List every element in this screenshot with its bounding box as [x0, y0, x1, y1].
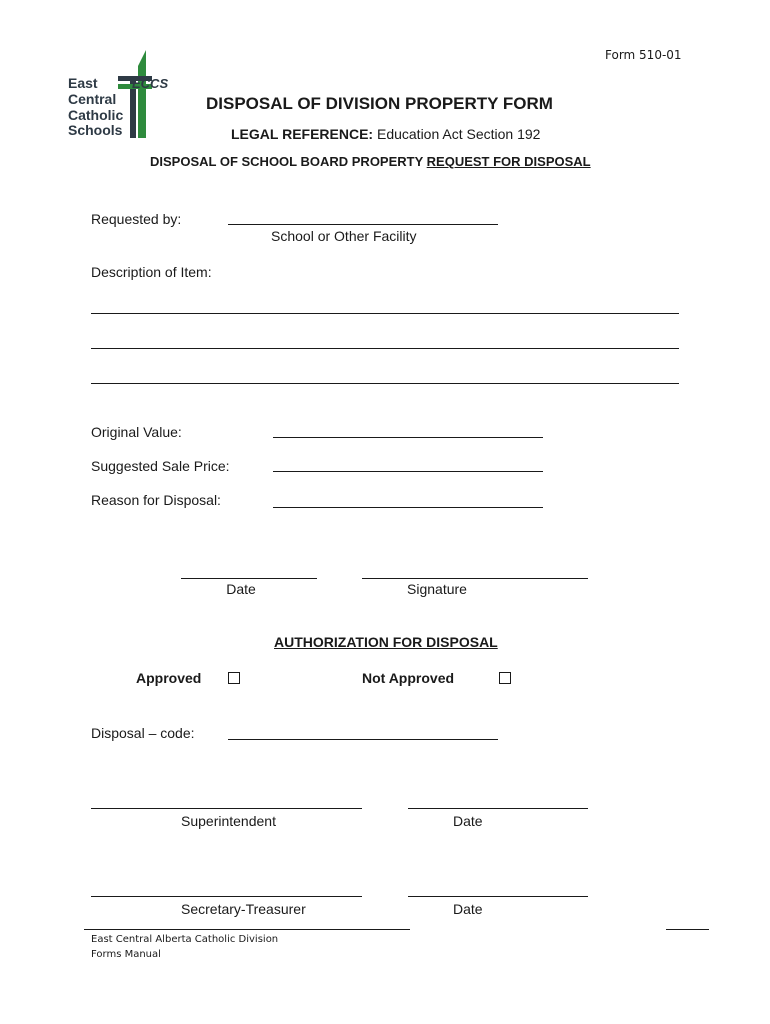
suggested-price-label: Suggested Sale Price:	[91, 458, 230, 474]
approved-checkbox[interactable]	[228, 672, 240, 684]
logo-text-central: Central	[68, 91, 117, 107]
subtitle-underlined-text: REQUEST FOR DISPOSAL	[426, 154, 591, 169]
suggested-price-field[interactable]	[273, 471, 543, 472]
authorization-heading: AUTHORIZATION FOR DISPOSAL	[274, 634, 498, 650]
footer-line-2: Forms Manual	[91, 949, 161, 960]
secretary-signature-field[interactable]	[91, 896, 362, 897]
approved-label: Approved	[136, 670, 202, 686]
superintendent-caption: Superintendent	[181, 813, 276, 829]
logo-text-east: East	[68, 75, 98, 91]
signature-caption: Signature	[407, 581, 467, 597]
legal-reference-label: LEGAL REFERENCE:	[231, 126, 374, 142]
school-logo	[68, 46, 178, 138]
footer-line-1: East Central Alberta Catholic Division	[91, 934, 279, 945]
superintendent-signature-field[interactable]	[91, 808, 362, 809]
reason-label: Reason for Disposal:	[91, 492, 221, 508]
legal-reference-text: Education Act Section 192	[376, 126, 541, 142]
description-line-1[interactable]	[91, 313, 679, 314]
cross-mark-icon	[112, 46, 176, 138]
requested-by-label: Requested by:	[91, 211, 182, 227]
date-field[interactable]	[181, 578, 317, 579]
original-value-label: Original Value:	[91, 424, 182, 440]
reason-field[interactable]	[273, 507, 543, 508]
disposal-code-label: Disposal – code:	[91, 725, 195, 741]
logo-mark-text: ECCS	[132, 76, 169, 91]
form-subtitle	[150, 154, 591, 169]
not-approved-label: Not Approved	[362, 670, 455, 686]
description-line-2[interactable]	[91, 348, 679, 349]
original-value-field[interactable]	[273, 437, 543, 438]
description-label: Description of Item:	[91, 264, 212, 280]
logo-text-schools: Schools	[68, 122, 123, 138]
secretary-date-field[interactable]	[408, 896, 588, 897]
date-caption: Date	[226, 581, 256, 597]
disposal-code-field[interactable]	[228, 739, 498, 740]
description-line-3[interactable]	[91, 383, 679, 384]
signature-field[interactable]	[362, 578, 588, 579]
legal-reference	[231, 126, 540, 142]
secretary-caption: Secretary-Treasurer	[181, 901, 306, 917]
footer-divider-right	[666, 929, 709, 930]
footer-divider	[84, 929, 410, 930]
requested-by-caption: School or Other Facility	[271, 228, 417, 244]
not-approved-checkbox[interactable]	[499, 672, 511, 684]
superintendent-date-field[interactable]	[408, 808, 588, 809]
requested-by-field[interactable]	[228, 224, 498, 225]
form-number: Form 510-01	[605, 48, 682, 62]
subtitle-text: DISPOSAL OF SCHOOL BOARD PROPERTY	[150, 154, 427, 169]
page-title: DISPOSAL OF DIVISION PROPERTY FORM	[206, 94, 553, 113]
footer	[91, 932, 278, 962]
secretary-date-caption: Date	[453, 901, 483, 917]
logo-text-catholic: Catholic	[68, 107, 124, 123]
superintendent-date-caption: Date	[453, 813, 483, 829]
